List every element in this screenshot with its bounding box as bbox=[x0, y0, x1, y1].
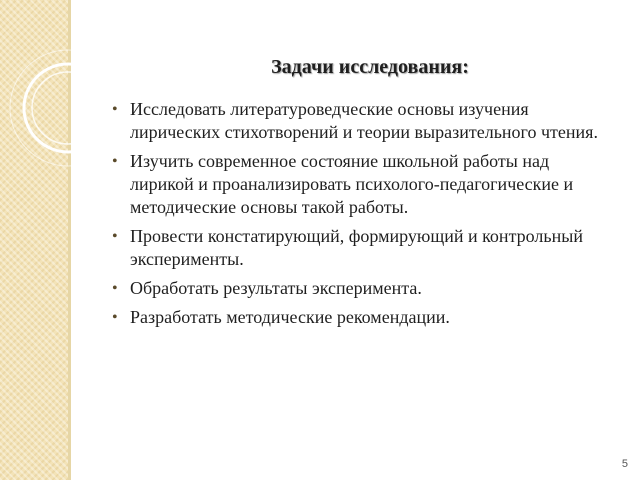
slide-number: 5 bbox=[621, 458, 628, 470]
list-item bbox=[110, 98, 610, 144]
list-item bbox=[110, 225, 610, 271]
bullet-icon: • bbox=[112, 309, 118, 326]
list-item bbox=[110, 306, 610, 329]
list-item-text: Изучить современное состояние школьной работы над лирикой и проанализировать психолого-педагогические и методические основы такой работы. bbox=[130, 151, 574, 217]
list-item-text: Провести констатирующий, формирующий и контрольный эксперименты. bbox=[130, 226, 583, 269]
bullet-icon: • bbox=[112, 280, 118, 297]
list-item-text: Обработать результаты эксперимента. bbox=[130, 278, 422, 298]
slide-title: Задачи исследования: bbox=[271, 56, 469, 78]
ring-inner bbox=[32, 72, 104, 144]
list-item bbox=[110, 150, 610, 219]
tasks-list bbox=[110, 98, 610, 335]
ring-outer bbox=[10, 50, 126, 166]
ring-large bbox=[24, 64, 112, 152]
bullet-icon: • bbox=[112, 228, 118, 245]
bullet-icon: • bbox=[112, 153, 118, 170]
list-item bbox=[110, 277, 610, 300]
list-item-text: Исследовать литературоведческие основы изучения лирических стихотворений и теории выразительного чтения. bbox=[130, 99, 598, 142]
bullet-icon: • bbox=[112, 101, 118, 118]
list-item-text: Разработать методические рекомендации. bbox=[130, 307, 450, 327]
